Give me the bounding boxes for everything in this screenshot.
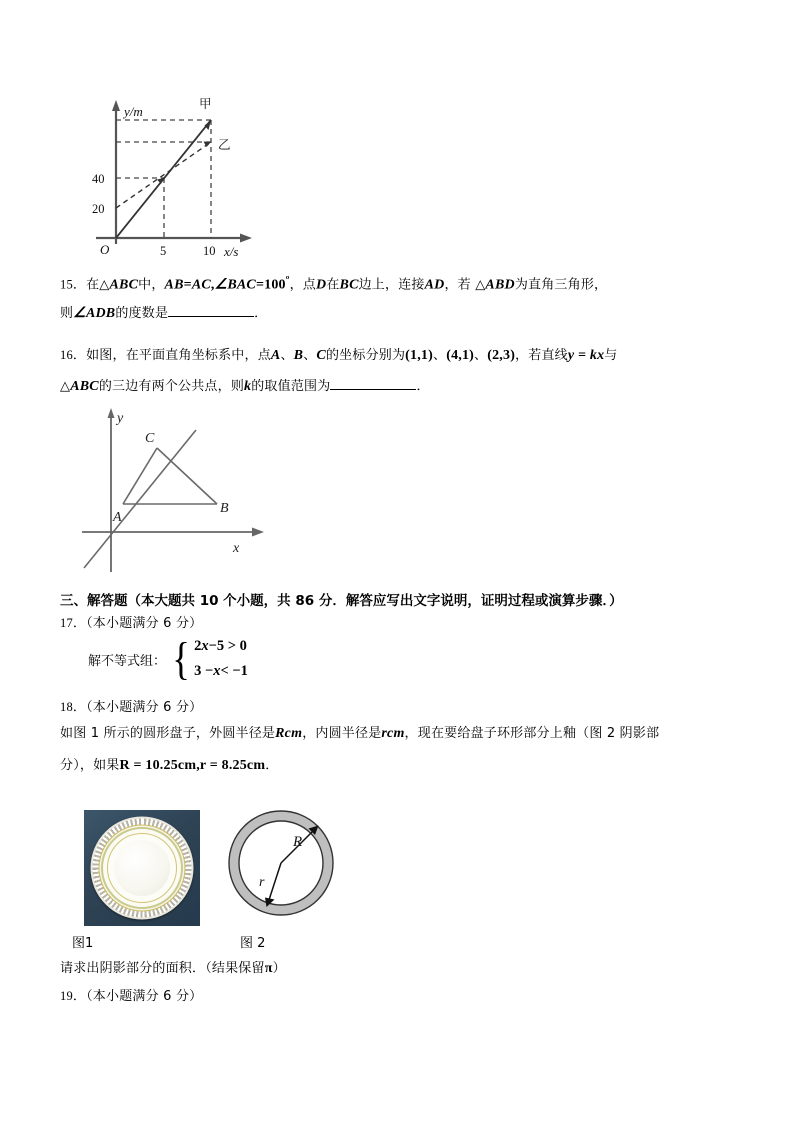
coord-label-c: C [145,431,155,446]
q18-pi-symbol: π [264,961,273,976]
q15-text-b: 中， [138,277,165,293]
q18-inner-radius-value: r = 8.25cm [199,758,266,773]
q15-degree-symbol: º [285,274,290,286]
graph-origin-label: O [100,242,110,257]
coord-x-axis-arrow [252,528,264,537]
q15-point-d: D [316,277,327,293]
q17-ineq1-coef: 2 [194,638,202,654]
graph-y-axis-label: y/m [124,104,143,119]
y-axis-arrow [112,100,120,111]
plate-photograph [84,810,200,926]
q17-inequality-1 [194,638,248,655]
q17-inequality-system [88,631,248,687]
question-15-line-2 [60,303,267,324]
q18-text-d: 分），如果 [60,758,120,773]
q16-point-a: A [270,348,281,363]
question-19-header [60,986,202,1007]
q16-coord-c: (2,3) [487,348,516,363]
q18-question-text: 请求出阴影部分的面积．（结果保留 [60,961,265,976]
q15-line2-text-a: 则 [60,306,74,321]
coord-y-axis-label: y [117,411,124,426]
question-18-header [60,697,202,718]
q17-ineq2-lead: 3 − [194,663,214,679]
question-15-line-1 [60,272,607,296]
q17-ineq2-rest: < −1 [220,663,248,679]
q16-triangle-abc: ABC [70,379,99,394]
coord-x-axis-label: x [233,541,240,556]
question-18-ask-line [60,958,286,979]
q18-line2-period: ． [265,758,279,773]
graph-y-tick-40: 40 [92,172,105,186]
q17-inequality-2 [194,663,248,680]
q16-point-c: C [316,348,326,363]
q16-sep-4: 、 [474,348,488,363]
q15-text-c: ，点 [289,277,317,293]
q18-text-a: 如图 1 所示的圆形盘子，外圆半径是 [60,726,276,741]
q15-text-a: ．在△ [72,277,110,293]
q17-prompt: 解不等式组： [88,653,167,669]
q16-line2-period: ． [416,379,430,394]
q18-question-close: ） [272,961,286,976]
q15-line2-text-b: 的度数是 [115,306,169,321]
q16-line2-triangle-sym: △ [60,379,71,394]
graph-y-tick-20: 20 [92,202,105,216]
q17-ineq2-var: x [213,663,221,679]
q19-header-text: ．（本小题满分 6 分） [72,989,203,1004]
q16-text-c: ，若直线 [515,348,568,363]
q15-seg-ac: AC [191,277,211,293]
q15-number: 15 [60,277,73,292]
q17-brace: { [172,633,190,685]
q16-coord-a: (1,1) [405,348,433,363]
q16-text-a: ．如图，在平面直角坐标系中，点 [72,348,271,363]
q15-angle-bac: ∠BAC [214,277,256,293]
line-y-equals-kx [84,430,196,568]
q17-ineq1-rest: −5 > 0 [208,638,247,654]
q16-number: 16 [60,348,73,362]
coord-label-b: B [220,501,229,516]
q15-comma: , [210,277,215,293]
q18-text-b: ，内圆半径是 [302,726,382,741]
triangle-side-cb [157,448,217,504]
coordinate-triangle-figure [70,404,275,584]
q16-line2-text-c: 的取值范围为 [251,379,331,394]
question-16-line-2 [60,376,430,397]
annulus-label-r: r [259,875,265,890]
q15-angle-adb: ∠ADB [73,306,116,321]
q17-ineq1-var: x [201,638,209,654]
coord-y-axis-arrow [108,408,115,418]
q18-inner-radius-symbol: rcm [381,726,405,741]
q15-answer-blank[interactable] [168,304,254,317]
q18-value-comma: , [196,758,200,773]
q16-point-b: B [293,348,304,363]
graph-series-label-yi: 乙 [218,137,231,152]
q17-header-text: ．（本小题满分 6 分） [72,616,203,631]
q18-header-text: ．（本小题满分 6 分） [72,700,203,715]
q15-text-e: 边上，连接 [358,277,425,293]
q18-outer-radius-value: R = 10.25cm [119,758,197,773]
q18-text-c: ，现在要给盘子环形部分上釉（图 2 阴影部 [404,726,660,741]
q16-sep-2: 、 [303,348,317,363]
figure-1-caption: 图1 [72,936,94,951]
annulus-label-R: R [293,834,303,850]
q19-number: 19 [60,989,73,1003]
q18-number: 18 [60,700,73,714]
q15-eq-2: = [255,277,265,293]
q15-value-100: 100 [264,277,286,293]
q15-eq-1: = [183,277,192,293]
q15-seg-bc: BC [339,277,359,293]
q16-answer-blank[interactable] [330,377,416,390]
graph-x-axis-label: x/s [224,244,239,259]
q15-seg-ab: AB [164,277,184,293]
q15-triangle-abc: ABC [109,277,139,293]
distance-time-graph-figure [78,86,348,261]
q16-text-b: 的坐标分别为 [325,348,406,363]
distance-time-graph-svg [78,86,348,261]
q15-line2-period: ． [254,306,268,321]
annulus-svg [226,806,336,924]
q16-sep-1: 、 [280,348,294,363]
question-16-line-1 [60,345,617,366]
q16-equation: y = kx [567,348,605,363]
q15-seg-ad: AD [424,277,445,293]
question-18-line-1 [60,723,659,744]
q17-number: 17 [60,616,73,630]
graph-series-label-jia: 甲 [199,96,212,111]
q18-outer-radius-symbol: Rcm [275,726,303,741]
q17-inequality-rows [194,638,248,680]
coord-label-a: A [113,510,122,525]
series-jia-arrowhead [205,120,212,130]
q15-text-g: 为直角三角形， [514,277,608,293]
q16-sep-3: 、 [433,348,447,363]
q15-text-f: ，若 △ [444,277,486,293]
q16-coord-b: (4,1) [446,348,475,363]
x-axis-arrow [240,234,252,243]
figure-2-caption: 图 2 [240,936,266,951]
q16-line2-text-b: 的三边有两个公共点，则 [98,379,245,394]
section-3-heading: 三、解答题（本大题共 10 个小题，共 86 分．解答应写出文字说明，证明过程或演算步骤．） [60,593,623,609]
question-18-line-2 [60,755,278,776]
annulus-diagram [226,806,336,924]
q16-text-d: 与 [604,348,618,363]
q15-text-d: 在 [326,277,340,293]
triangle-side-ac [123,448,157,504]
coordinate-triangle-svg [70,404,275,584]
plate-center-well [114,840,170,896]
q15-triangle-abd: ABD [485,277,515,293]
graph-x-tick-10: 10 [203,244,216,258]
q16-var-k: k [244,379,252,394]
graph-x-tick-5: 5 [160,244,167,258]
